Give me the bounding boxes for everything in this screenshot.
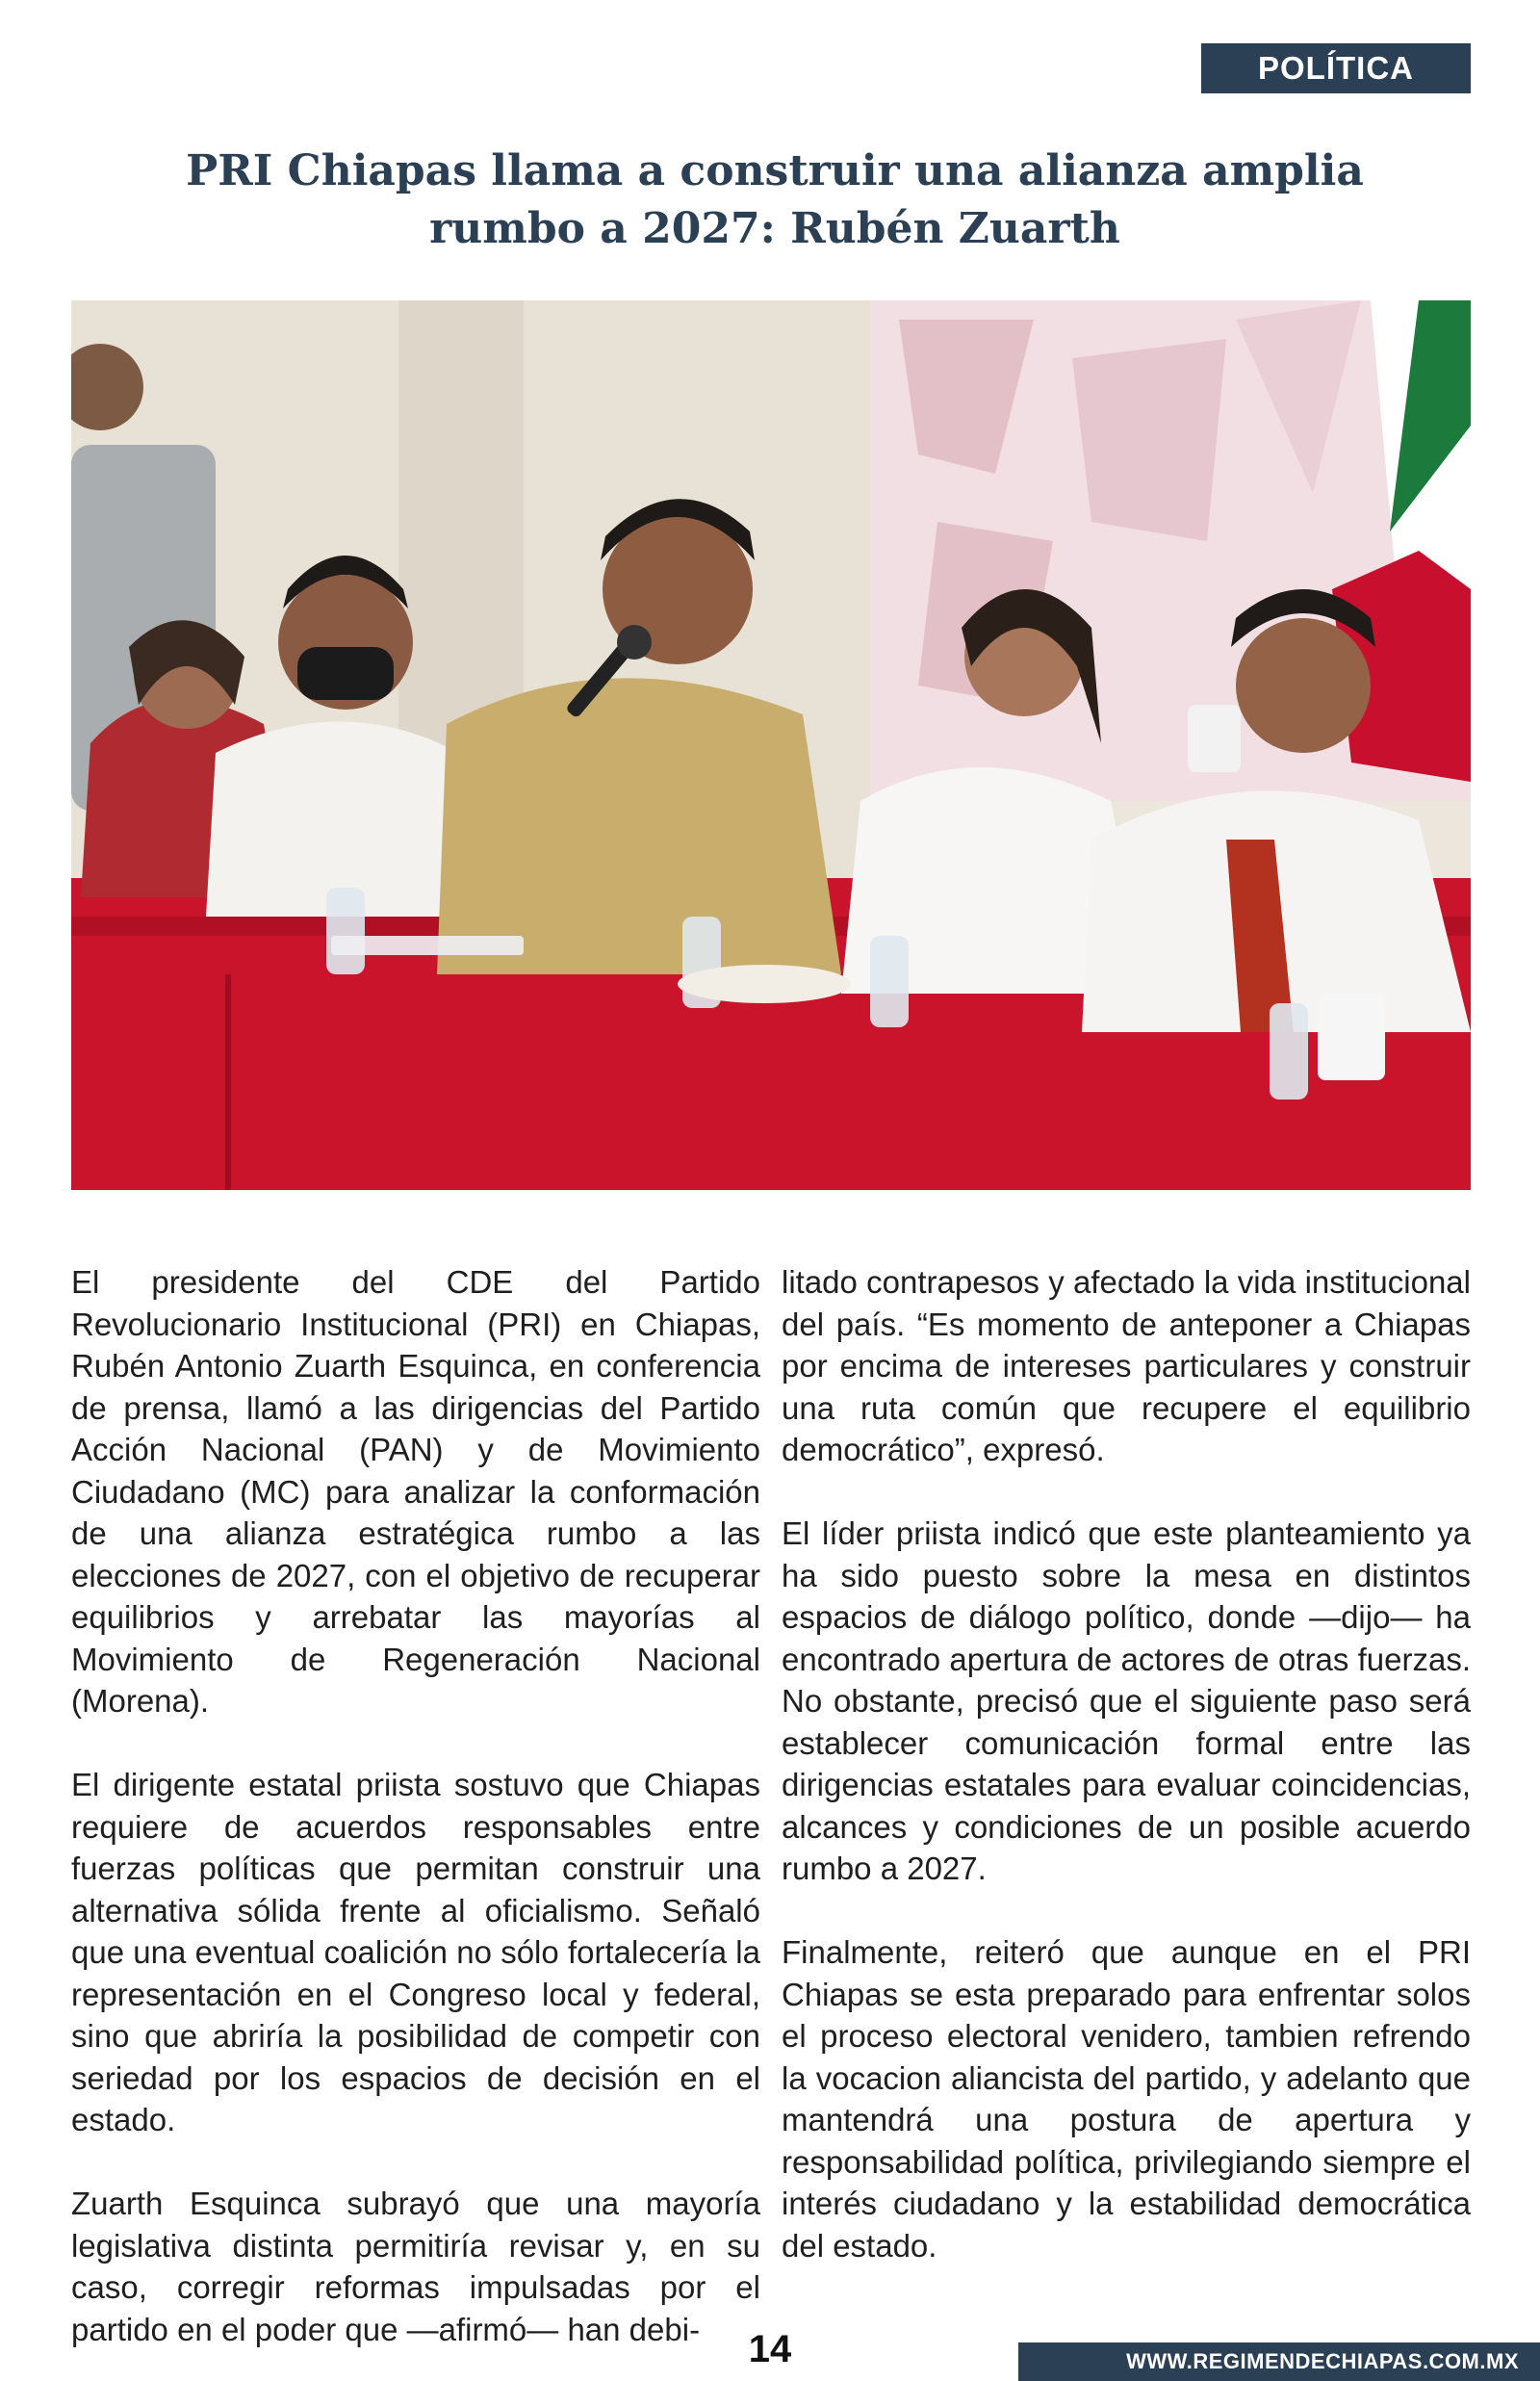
article-paragraph: Zuarth Esquinca subrayó que una mayoría legislativa distinta permitiría revisar y, en su caso, corregir reformas impulsadas por el partido en el poder que —afirmó— han debi- [71,2186,760,2347]
page-number: 14 [748,2328,792,2370]
press-conference-photo [71,300,1471,1190]
website-url[interactable]: WWW.REGIMENDECHIAPAS.COM.MX [1126,2349,1519,2373]
article-photo [71,300,1471,1190]
footer-website[interactable] [1018,2342,1540,2381]
article-headline: PRI Chiapas llama a construir una alianza amplia rumbo a 2027: Rubén Zuarth [186,146,1364,253]
article-paragraph: El líder priista indicó que este planteamiento ya ha sido puesto sobre la mesa en distintos espacios de diálogo político, donde —dijo— ha encontrado apertura de actores de otras fuerzas. No obstante, precisó que el siguiente paso será establecer comunicación formal entre las dirigencias estatales para evaluar coincidencias, alcances y condiciones de un posible acuerdo rumbo a 2027. [782,1515,1471,1886]
article-column-left [71,1261,760,2350]
article-paragraph: El presidente del CDE del Partido Revolucionario Institucional (PRI) en Chiapas, Rubén Antonio Zuarth Esquinca, en conferencia de prensa, llamó a las dirigencias del Partido Acción Nacional (PAN) y de Movimiento Ciudadano (MC) para analizar la conformación de una alianza estratégica rumbo a las elecciones de 2027, con el objetivo de recuperar equilibrios y arrebatar las mayorías al Movimiento de Regeneración Nacional (Morena). [71,1264,760,1719]
section-tag: POLÍTICA [1201,43,1471,93]
article-paragraph: Finalmente, reiteró que aunque en el PRI Chiapas se esta preparado para enfrentar solos el proceso electoral venidero, tambien refrendo la vocacion aliancista del partido, y adelanto que mantendrá una postura de apertura y responsabilidad política, privilegiando siempre el interés ciudadano y la estabilidad democrática del estado. [782,1934,1471,2264]
article-paragraph: litado contrapesos y afectado la vida institucional del país. “Es momento de anteponer a Chiapas por encima de intereses particulares y construir una ruta común que recupere el equilibrio democrático”, expresó. [782,1264,1471,1467]
article-paragraph: El dirigente estatal priista sostuvo que Chiapas requiere de acuerdos responsables entre fuerzas políticas que permitan construir una alternativa sólida frente al oficialismo. Señaló que una eventual coalición no sólo fortalecería la representación en el Congreso local y federal, sino que abriría la posibilidad de competir con seriedad por los espacios de decisión en el estado. [71,1767,760,2137]
article-column-right [782,1261,1471,2266]
